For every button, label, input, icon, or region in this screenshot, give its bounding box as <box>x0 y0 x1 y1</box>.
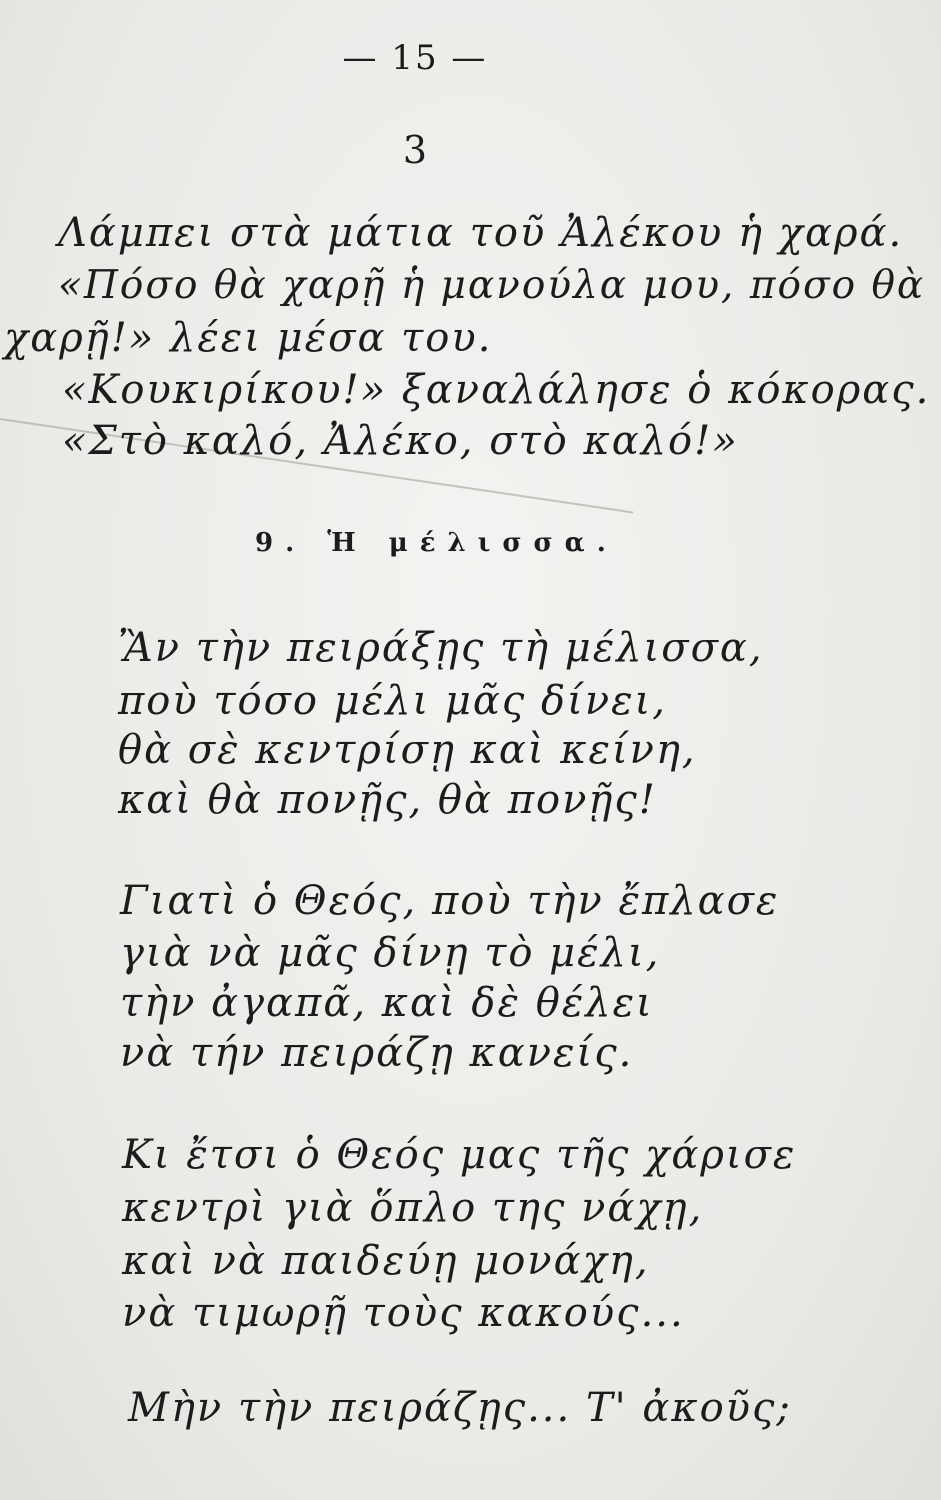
story-line: «Στὸ καλό, Ἀλέκο, στὸ καλό!» <box>62 418 739 464</box>
poem-line: θὰ σὲ κεντρίσῃ καὶ κείνη, <box>118 727 697 773</box>
poem-line: κεντρὶ γιὰ ὅπλο της νάχῃ, <box>122 1185 704 1231</box>
poem-line: καὶ νὰ παιδεύῃ μονάχη, <box>122 1238 650 1284</box>
poem-line: Κι ἔτσι ὁ Θεός μας τῆς χάρισε <box>122 1132 797 1178</box>
poem-line: νὰ τήν πειράζῃ κανείς. <box>120 1030 634 1076</box>
page-number: — 15 — <box>342 38 488 78</box>
section-number: 3 <box>402 128 428 172</box>
poem-line: καὶ θὰ πονῇς, θὰ πονῇς! <box>118 777 657 823</box>
poem-line: τὴν ἀγαπᾶ, καὶ δὲ θέλει <box>120 980 654 1026</box>
story-line: χαρῇ!» λέει μέσα του. <box>4 315 493 361</box>
story-line: «Κουκιρίκου!» ξαναλάλησε ὁ κόκορας. <box>62 367 931 413</box>
poem-line: νὰ τιμωρῇ τοὺς κακούς... <box>122 1290 685 1336</box>
story-line: «Πόσο θὰ χαρῇ ἡ μανούλα μου, πόσο θὰ <box>58 263 926 308</box>
poem-title: 9. Ἡ μέλισσα. <box>255 528 618 558</box>
story-line: Λάμπει στὰ μάτια τοῦ Ἀλέκου ἡ χαρά. <box>58 210 904 256</box>
poem-line: ποὺ τόσο μέλι μᾶς δίνει, <box>118 678 667 724</box>
poem-line: Γιατὶ ὁ Θεός, ποὺ τὴν ἔπλασε <box>120 878 780 924</box>
poem-line: γιὰ νὰ μᾶς δίνῃ τὸ μέλι, <box>120 930 661 976</box>
closing-line: Μὴν τὴν πειράζῃς... Τ' ἀκοῦς; <box>128 1385 792 1431</box>
poem-line: Ἂν τὴν πειράξῃς τὴ μέλισσα, <box>118 625 764 671</box>
